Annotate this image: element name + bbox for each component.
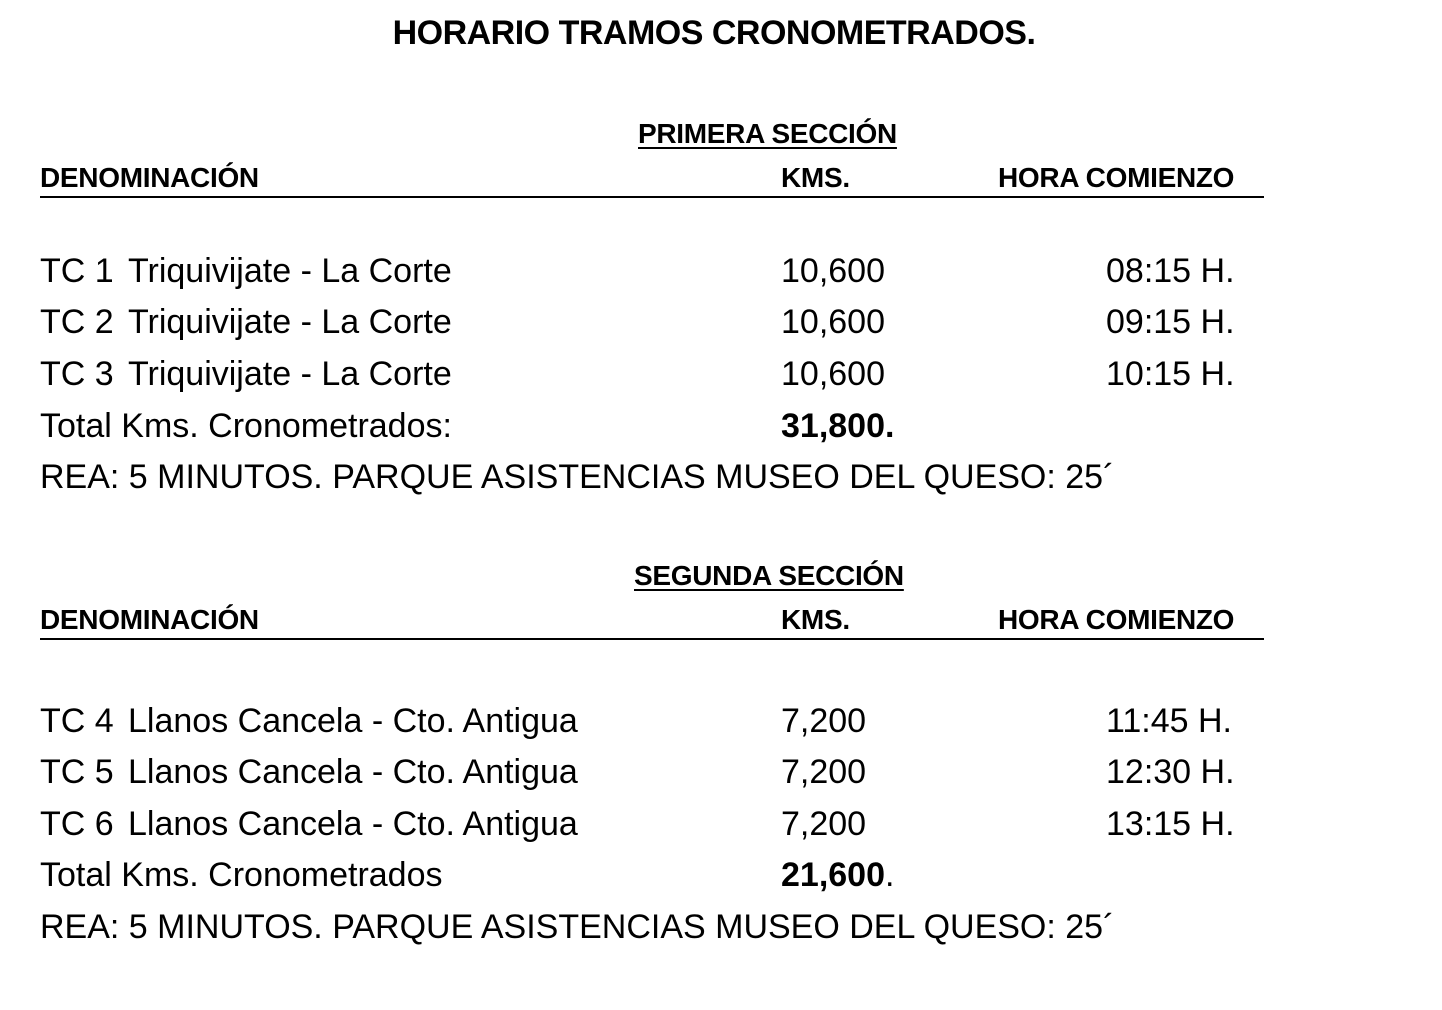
stage-name: Triquivijate - La Corte: [128, 303, 452, 341]
total-label: Total Kms. Cronometrados:: [40, 407, 452, 445]
stage-code: TC 4: [40, 702, 114, 740]
total-value: 21,600.: [781, 856, 895, 894]
stage-kms: 7,200: [781, 753, 867, 791]
stage-name: Triquivijate - La Corte: [128, 355, 452, 393]
stage-code: TC 1: [40, 252, 114, 290]
table-header-segunda: [40, 602, 1264, 640]
stage-time: 09:15 H.: [1106, 303, 1235, 341]
stage-code: TC 5: [40, 753, 114, 791]
table-row: [40, 753, 1264, 805]
stage-name: Llanos Cancela - Cto. Antigua: [128, 805, 578, 843]
section-title-primera: PRIMERA SECCIÓN: [638, 118, 897, 149]
stage-time: 10:15 H.: [1106, 355, 1235, 393]
stage-code: TC 2: [40, 303, 114, 341]
stage-kms: 10,600: [781, 355, 885, 393]
stage-kms: 7,200: [781, 702, 867, 740]
total-value: 31,800.: [781, 407, 895, 445]
rea-note-segunda: REA: 5 MINUTOS. PARQUE ASISTENCIAS MUSEO DEL QUESO: 25´: [40, 908, 1115, 946]
header-denominacion: DENOMINACIÓN: [40, 604, 259, 635]
stage-code: TC 3: [40, 355, 114, 393]
stage-name: Llanos Cancela - Cto. Antigua: [128, 753, 578, 791]
stage-time: 12:30 H.: [1106, 753, 1235, 791]
table-row: [40, 805, 1264, 857]
section-title-segunda: SEGUNDA SECCIÓN: [634, 560, 904, 591]
stage-time: 08:15 H.: [1106, 252, 1235, 290]
stage-name: Llanos Cancela - Cto. Antigua: [128, 702, 578, 740]
stage-kms: 10,600: [781, 303, 885, 341]
header-hora-comienzo: HORA COMIENZO: [998, 162, 1235, 193]
table-row: [40, 702, 1264, 754]
table-row: [40, 355, 1264, 407]
header-kms: KMS.: [781, 162, 850, 193]
stage-name: Triquivijate - La Corte: [128, 252, 452, 290]
stage-code: TC 6: [40, 805, 114, 843]
header-hora-comienzo: HORA COMIENZO: [998, 604, 1235, 635]
total-row-primera: [40, 407, 1264, 459]
stage-kms: 7,200: [781, 805, 867, 843]
table-header-primera: [40, 160, 1264, 198]
stage-time: 13:15 H.: [1106, 805, 1235, 843]
table-row: [40, 303, 1264, 355]
total-label: Total Kms. Cronometrados: [40, 856, 443, 894]
header-kms: KMS.: [781, 604, 850, 635]
rea-note-primera: REA: 5 MINUTOS. PARQUE ASISTENCIAS MUSEO DEL QUESO: 25´: [40, 458, 1115, 496]
total-row-segunda: [40, 856, 1264, 908]
stage-kms: 10,600: [781, 252, 885, 290]
stage-time: 11:45 H.: [1106, 702, 1233, 740]
page-title: HORARIO TRAMOS CRONOMETRADOS.: [392, 14, 1036, 52]
table-row: [40, 252, 1264, 304]
header-denominacion: DENOMINACIÓN: [40, 162, 259, 193]
